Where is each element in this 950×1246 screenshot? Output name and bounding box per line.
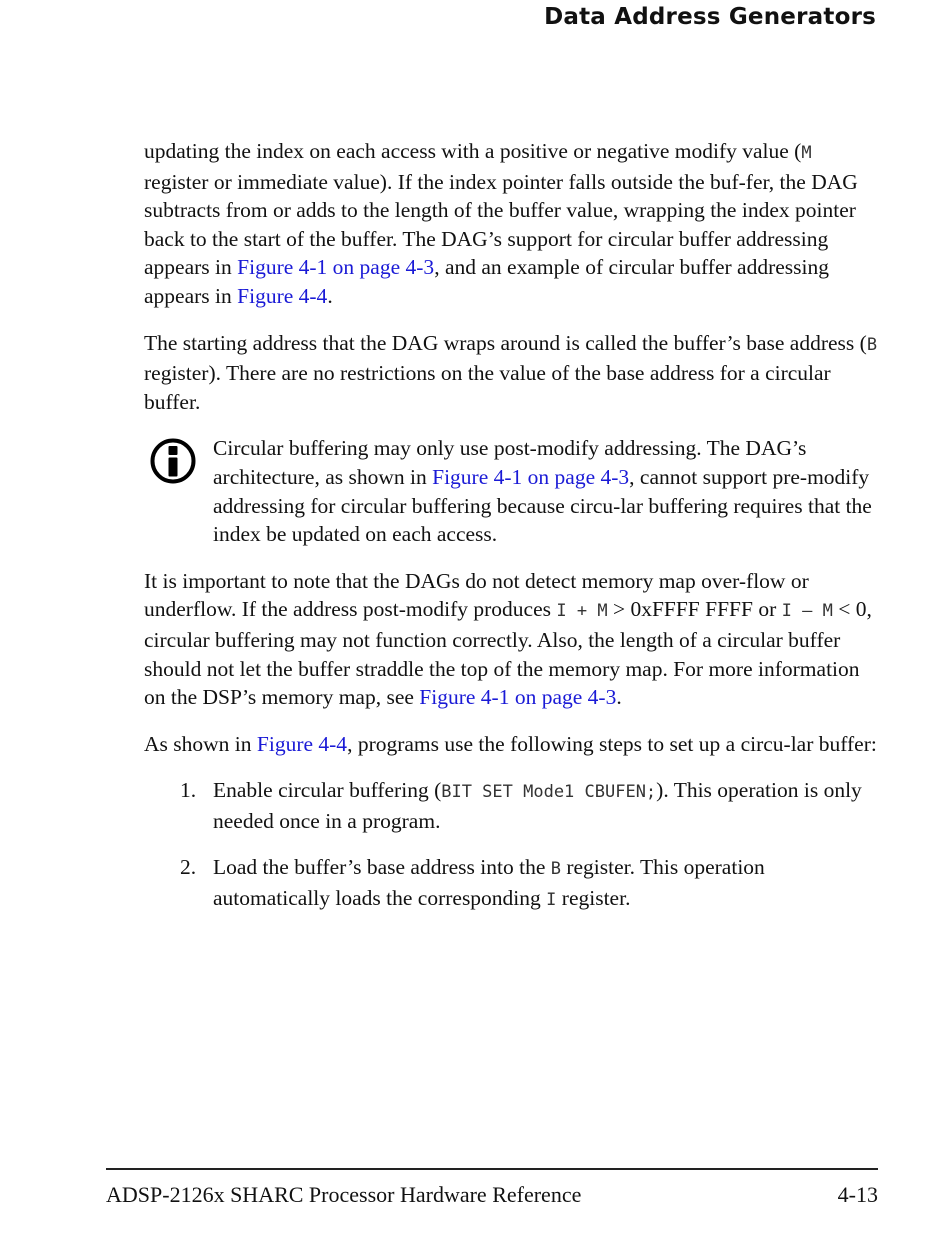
code-b-register: B	[866, 334, 878, 355]
text: .	[616, 685, 622, 710]
text: , cannot support pre-modify addressing for circular buffering because circu-lar buffering requires that the index be updated on each access.	[213, 464, 872, 547]
note-box	[144, 434, 878, 548]
text: register). There are no restrictions on the value of the base address for a circular buffer.	[144, 361, 831, 414]
code-m-register: M	[801, 143, 812, 163]
code-bit-set: BIT SET Mode1 CBUFEN;	[441, 782, 657, 803]
paragraph-setup-steps-intro	[144, 730, 878, 759]
link-figure-4-1[interactable]: Figure 4-1 on page 4-3	[419, 685, 617, 710]
link-figure-4-4[interactable]: Figure 4-4	[237, 283, 328, 308]
text: < 0, circular buffering may not function correctly. Also, the length of a circular buffer should not let the buffer straddle the top of the memory map. For more information on the DSP’s memory map, see	[144, 597, 872, 710]
text: register. This operation automatically loads the corresponding	[213, 855, 765, 911]
page-body	[144, 137, 878, 933]
text: > 0xFFFF FFFF or	[607, 597, 782, 622]
text: ). This operation is only needed once in a program.	[213, 778, 862, 833]
paragraph-base-address	[144, 329, 878, 417]
paragraph-memory-map-warning	[144, 567, 878, 712]
text: It is important to note that the DAGs do not detect memory map over-flow or underflow. If the address post-modify produces	[144, 568, 809, 622]
text: , and an example of circular buffer addressing appears in	[144, 255, 829, 308]
text: Load the buffer’s base address into the	[213, 855, 551, 880]
link-figure-4-4[interactable]: Figure 4-4	[256, 731, 348, 756]
code-b-register: B	[550, 859, 561, 880]
footer-book-title: ADSP-2126x SHARC Processor Hardware Reference	[106, 1182, 582, 1207]
text: .	[327, 283, 333, 308]
setup-steps-list	[144, 776, 878, 914]
list-item	[144, 853, 878, 914]
text: register.	[556, 886, 631, 911]
code-i-minus-m: I – M	[781, 601, 833, 622]
list-item	[144, 776, 878, 835]
paragraph-circular-buffer-intro	[144, 137, 878, 311]
text: Enable circular buffering (	[213, 778, 442, 803]
text: , programs use the following steps to set up a circu-lar buffer:	[347, 731, 877, 756]
text: Circular buffering may only use post-modify addressing. The DAG’s architecture, as shown in	[213, 436, 807, 489]
text: The starting address that the DAG wraps around is called the buffer’s base address (	[144, 330, 867, 355]
footer-divider	[106, 1168, 878, 1170]
link-figure-4-1[interactable]: Figure 4-1 on page 4-3	[432, 464, 630, 489]
step-number: 1.	[180, 778, 197, 803]
link-figure-4-1[interactable]: Figure 4-1 on page 4-3	[237, 255, 435, 280]
running-header: Data Address Generators	[544, 4, 876, 30]
text: As shown in	[144, 731, 257, 756]
footer-page-number: 4-13	[837, 1182, 878, 1207]
text: updating the index on each access with a positive or negative modify value (	[144, 139, 802, 163]
text: register or immediate value). If the index pointer falls outside the buf-fer, the DAG subtracts from or adds to the length of the buffer value, wrapping the index pointer back to the start of the buffer. The DAG’s support for circular buffer addressing appears in	[144, 169, 858, 280]
info-icon	[149, 437, 197, 485]
code-i-plus-m: I + M	[556, 601, 608, 622]
step-number: 2.	[180, 855, 197, 880]
code-i-register: I	[546, 890, 557, 911]
